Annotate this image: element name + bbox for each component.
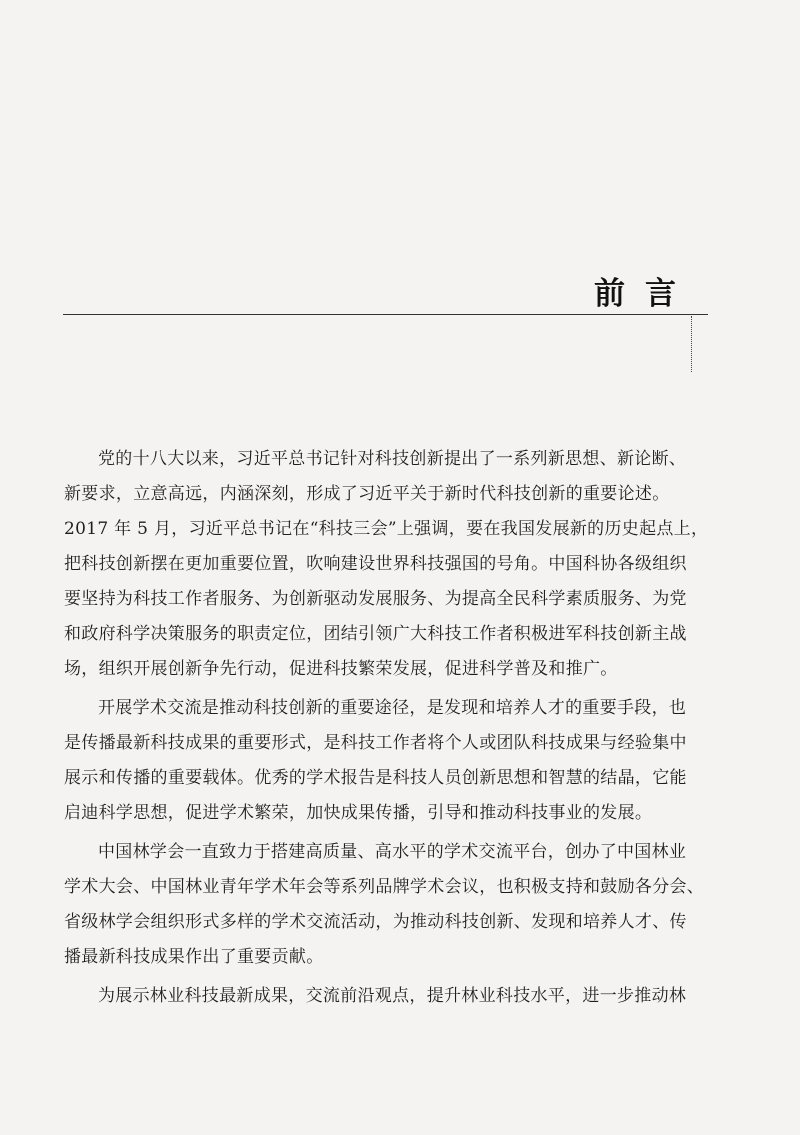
text-line: 要坚持为科技工作者服务、为创新驱动发展服务、为提高全民科学素质服务、为党 bbox=[64, 589, 687, 609]
text-line: 启迪科学思想，促进学术繁荣，加快成果传播，引导和推动科技事业的发展。 bbox=[64, 803, 653, 823]
paragraph-4 bbox=[64, 979, 709, 1014]
text-line: 和政府科学决策服务的职责定位，团结引领广大科技工作者积极进军科技创新主战 bbox=[64, 624, 687, 644]
text-line: 省级林学会组织形式多样的学术交流活动，为推动科技创新、发现和培养人才、传 bbox=[64, 912, 687, 932]
text-line: 开展学术交流是推动科技创新的重要途径，是发现和培养人才的重要手段，也 bbox=[98, 698, 687, 718]
text-line: 为展示林业科技最新成果，交流前沿观点，提升林业科技水平，进一步推动林 bbox=[98, 986, 687, 1006]
text-line: 中国林学会一直致力于搭建高质量、高水平的学术交流平台，创办了中国林业 bbox=[98, 842, 687, 862]
body-text bbox=[64, 442, 709, 1018]
text-line: 2017 年 5 月，习近平总书记在“科技三会”上强调，要在我国发展新的历史起点上， bbox=[64, 519, 709, 539]
paragraph-3 bbox=[64, 835, 709, 975]
text-line: 党的十八大以来，习近平总书记针对科技创新提出了一系列新思想、新论断、 bbox=[98, 449, 687, 469]
title-rule-dotted-tick bbox=[691, 316, 692, 372]
text-line: 播最新科技成果作出了重要贡献。 bbox=[64, 947, 324, 967]
title-rule bbox=[63, 314, 708, 315]
text-line: 把科技创新摆在更加重要位置，吹响建设世界科技强国的号角。中国科协各级组织 bbox=[64, 554, 687, 574]
text-line: 学术大会、中国林业青年学术年会等系列品牌学术会议，也积极支持和鼓励各分会、 bbox=[64, 877, 705, 897]
paragraph-1 bbox=[64, 442, 709, 687]
text-line: 展示和传播的重要载体。优秀的学术报告是科技人员创新思想和智慧的结晶，它能 bbox=[64, 768, 687, 788]
paragraph-2 bbox=[64, 691, 709, 831]
text-line: 场，组织开展创新争先行动，促进科技繁荣发展，促进科学普及和推广。 bbox=[64, 659, 618, 679]
page-title: 前言 bbox=[594, 276, 696, 312]
text-line: 是传播最新科技成果的重要形式，是科技工作者将个人或团队科技成果与经验集中 bbox=[64, 733, 687, 753]
text-line: 新要求，立意高远，内涵深刻，形成了习近平关于新时代科技创新的重要论述。 bbox=[64, 484, 670, 504]
